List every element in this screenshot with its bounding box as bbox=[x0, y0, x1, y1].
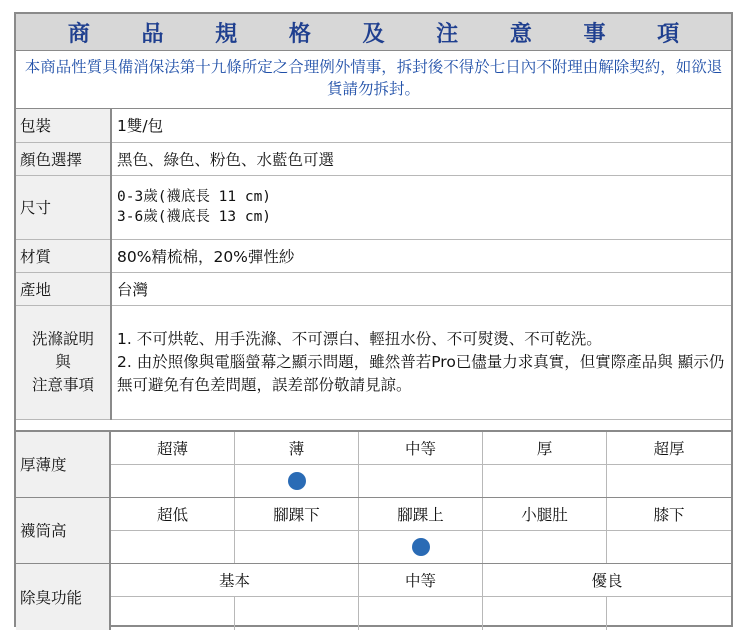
deodorant-option: 基本 bbox=[111, 564, 359, 597]
sock-height-grid bbox=[111, 498, 731, 563]
sock-height-option: 腳踝上 bbox=[359, 498, 483, 530]
deodorant-options-row bbox=[111, 564, 731, 598]
thickness-grid bbox=[111, 432, 731, 497]
washing-label-line-1: 洗滌說明 bbox=[31, 329, 94, 348]
sock-height-options-row bbox=[111, 498, 731, 531]
thickness-mark-cell bbox=[359, 465, 483, 497]
sock-height-mark-cell bbox=[607, 531, 731, 563]
size-value bbox=[111, 175, 731, 239]
deodorant-marks-row bbox=[111, 597, 731, 630]
rating-deodorant bbox=[16, 564, 731, 630]
sock-height-mark-cell bbox=[111, 531, 235, 563]
spec-row-origin bbox=[16, 272, 731, 305]
sheet-title: 商 品 規 格 及 注 意 事 項 bbox=[16, 14, 731, 51]
section-divider bbox=[16, 420, 731, 432]
package-value: 1雙/包 bbox=[111, 109, 731, 142]
thickness-option: 中等 bbox=[359, 432, 483, 464]
sock-height-mark-cell bbox=[483, 531, 607, 563]
selected-dot-icon bbox=[412, 538, 430, 556]
size-label: 尺寸 bbox=[16, 175, 111, 239]
deodorant-mark-cell bbox=[359, 597, 483, 630]
washing-label-line-3: 注意事項 bbox=[31, 375, 94, 394]
sock-height-marks-row bbox=[111, 531, 731, 563]
spec-table bbox=[16, 109, 731, 420]
thickness-options-row bbox=[111, 432, 731, 465]
thickness-mark-cell bbox=[235, 465, 359, 497]
selected-dot-icon bbox=[288, 472, 306, 490]
spec-sheet bbox=[14, 12, 733, 627]
size-line-2: 3-6歲(襪底長 13 cm) bbox=[117, 209, 272, 225]
thickness-marks-row bbox=[111, 465, 731, 497]
sock-height-option: 小腿肚 bbox=[483, 498, 607, 530]
color-value: 黑色、綠色、粉色、水藍色可選 bbox=[111, 142, 731, 175]
size-line-1: 0-3歲(襪底長 11 cm) bbox=[117, 189, 272, 205]
deodorant-mark-cell bbox=[607, 597, 731, 630]
spec-row-package bbox=[16, 109, 731, 142]
washing-value bbox=[111, 305, 731, 419]
washing-item-2: 2. 由於照像與電腦螢幕之顯示問題，雖然普若Pro已儘量力求真實，但實際產品與 顯示仍無可避免有色差問題，誤差部份敬請見諒。 bbox=[117, 352, 725, 394]
thickness-option: 超厚 bbox=[653, 439, 685, 458]
thickness-mark-cell bbox=[607, 465, 731, 497]
deodorant-option: 中等 bbox=[359, 564, 483, 597]
washing-label-line-2: 與 bbox=[55, 352, 71, 371]
thickness-mark-cell bbox=[111, 465, 235, 497]
thickness-mark-cell bbox=[483, 465, 607, 497]
deodorant-grid bbox=[111, 564, 731, 630]
thickness-option: 薄 bbox=[235, 432, 359, 464]
deodorant-mark-cell bbox=[235, 597, 359, 630]
color-label: 顏色選擇 bbox=[16, 142, 111, 175]
washing-item-1: 1. 不可烘乾、用手洗滌、不可漂白、輕扭水份、不可熨燙、不可乾洗。 bbox=[117, 329, 602, 348]
origin-value: 台灣 bbox=[111, 272, 731, 305]
deodorant-option: 優良 bbox=[591, 571, 623, 590]
thickness-label: 厚薄度 bbox=[16, 432, 111, 497]
sock-height-option: 超低 bbox=[111, 498, 235, 530]
material-label: 材質 bbox=[16, 239, 111, 272]
deodorant-label: 除臭功能 bbox=[16, 564, 111, 630]
thickness-option: 超薄 bbox=[111, 432, 235, 464]
spec-row-color bbox=[16, 142, 731, 175]
sock-height-mark-cell bbox=[235, 531, 359, 563]
material-value: 80%精梳棉，20%彈性紗 bbox=[111, 239, 731, 272]
washing-label bbox=[16, 305, 111, 419]
sock-height-mark-cell bbox=[359, 531, 483, 563]
origin-label: 產地 bbox=[16, 272, 111, 305]
rating-sock-height bbox=[16, 498, 731, 564]
sock-height-option: 膝下 bbox=[653, 505, 685, 524]
deodorant-mark-cell bbox=[111, 597, 235, 630]
thickness-option: 厚 bbox=[483, 432, 607, 464]
return-policy-notice: 本商品性質具備消保法第十九條所定之合理例外情事，拆封後不得於七日內不附理由解除契約，如欲退貨請勿拆封。 bbox=[16, 51, 731, 109]
spec-row-material bbox=[16, 239, 731, 272]
rating-thickness bbox=[16, 432, 731, 498]
spec-row-washing bbox=[16, 305, 731, 419]
spec-row-size bbox=[16, 175, 731, 239]
sock-height-label: 襪筒高 bbox=[16, 498, 111, 563]
sock-height-option: 腳踝下 bbox=[235, 498, 359, 530]
deodorant-mark-cell bbox=[483, 597, 607, 630]
package-label: 包裝 bbox=[16, 109, 111, 142]
